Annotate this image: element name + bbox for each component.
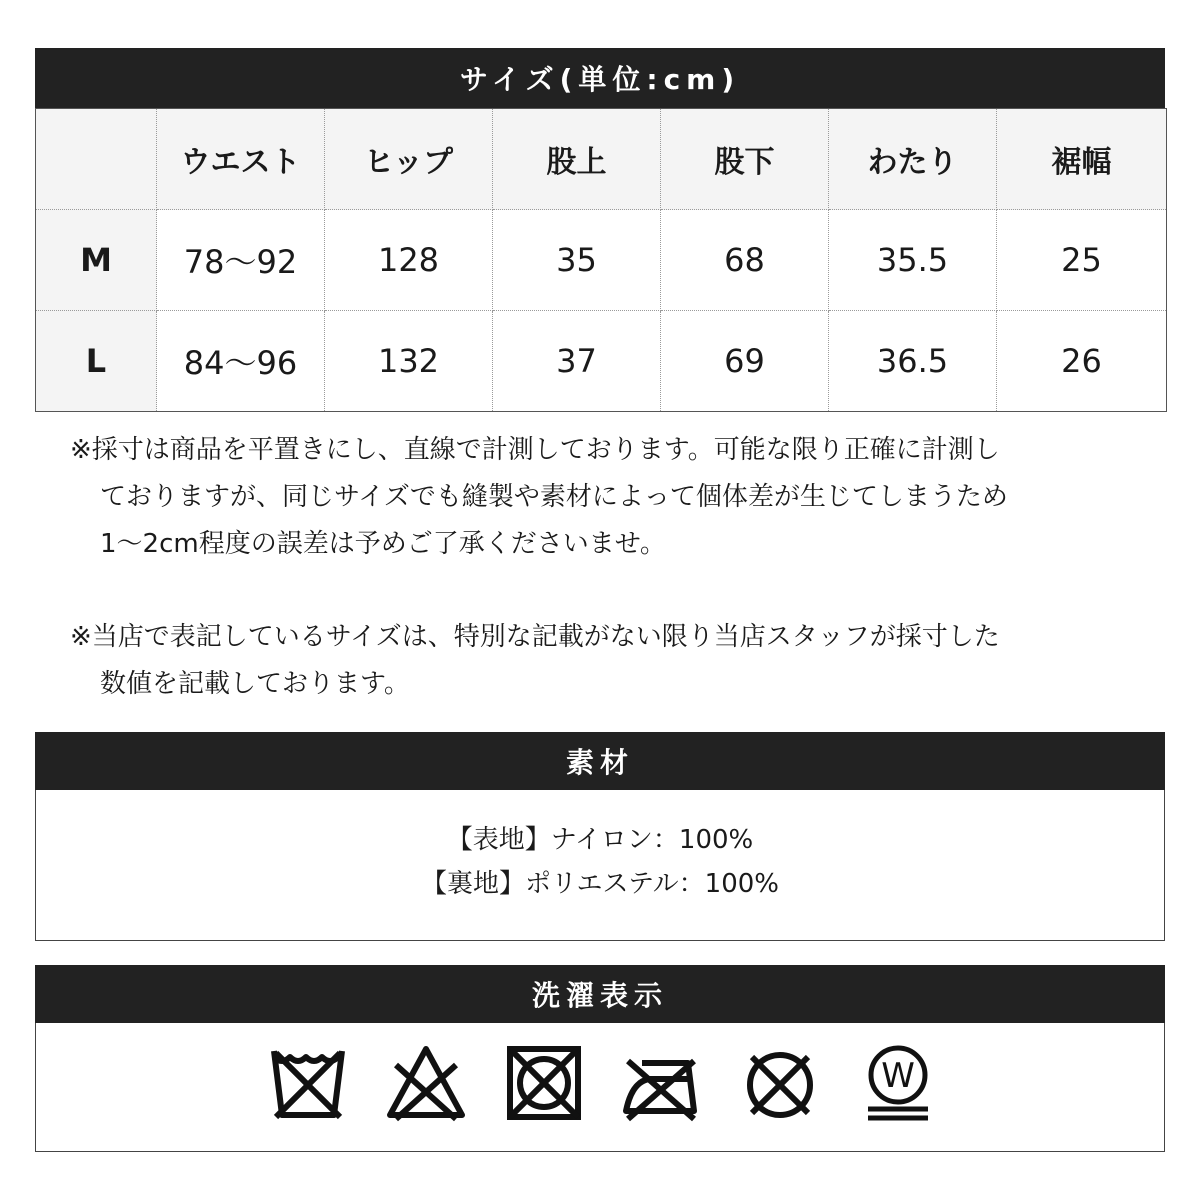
- size-table-header-row: [36, 109, 1167, 210]
- note-line: ※当店で表記しているサイズは、特別な記載がない限り当店スタッフが採寸した: [70, 622, 1000, 652]
- size-label: L: [36, 311, 157, 412]
- no-bleach-icon: [386, 1043, 466, 1123]
- note-line: ※採寸は商品を平置きにし、直線で計測しております。可能な限り正確に計測し: [70, 435, 1000, 465]
- table-cell: 78〜92: [157, 210, 325, 311]
- table-row: [36, 210, 1167, 311]
- table-cell: 68: [661, 210, 829, 311]
- wet-cleaning-letter: W: [881, 1056, 915, 1096]
- care-box: [35, 1023, 1165, 1152]
- column-header-hem-width: 裾幅: [997, 109, 1167, 210]
- no-ironing-icon: [622, 1043, 702, 1123]
- note-line: 1〜2cm程度の誤差は予めご了承くださいませ。: [100, 529, 666, 559]
- no-tumble-dry-icon: [504, 1043, 584, 1123]
- table-cell: 128: [325, 210, 493, 311]
- column-header-hip: ヒップ: [325, 109, 493, 210]
- material-lining-line: 【裏地】ポリエステル：100%: [421, 869, 779, 899]
- column-header-rise: 股上: [493, 109, 661, 210]
- table-cell: 132: [325, 311, 493, 412]
- material-outer-line: 【表地】ナイロン：100%: [446, 825, 754, 855]
- table-row: [36, 311, 1167, 412]
- note-line: 数値を記載しております。: [100, 669, 410, 699]
- no-washing-icon: [268, 1043, 348, 1123]
- column-header-inseam: 股下: [661, 109, 829, 210]
- table-cell: 36.5: [829, 311, 997, 412]
- material-section-title: [35, 732, 1165, 790]
- care-title-text: 洗濯表示: [531, 979, 668, 1012]
- table-cell: 37: [493, 311, 661, 412]
- measurement-note: [70, 427, 1140, 568]
- care-section-title: [35, 965, 1165, 1023]
- no-dry-cleaning-icon: [740, 1043, 820, 1123]
- table-cell: 26: [997, 311, 1167, 412]
- size-section-title: [35, 48, 1165, 108]
- material-title-text: 素材: [565, 746, 634, 779]
- wet-cleaning-mild-icon: [858, 1043, 938, 1123]
- care-icon-row: [268, 1043, 938, 1123]
- note-line: ておりますが、同じサイズでも縫製や素材によって個体差が生じてしまうため: [100, 482, 1008, 512]
- table-cell: 25: [997, 210, 1167, 311]
- table-corner-cell: [36, 109, 157, 210]
- size-title-text: サイズ(単位:cm): [459, 63, 741, 96]
- column-header-waist: ウエスト: [157, 109, 325, 210]
- column-header-thigh: わたり: [829, 109, 997, 210]
- table-cell: 35.5: [829, 210, 997, 311]
- size-label: M: [36, 210, 157, 311]
- table-cell: 69: [661, 311, 829, 412]
- table-cell: 35: [493, 210, 661, 311]
- size-staff-note: [70, 614, 1140, 708]
- table-cell: 84〜96: [157, 311, 325, 412]
- material-box: [35, 790, 1165, 941]
- size-table: [35, 108, 1167, 412]
